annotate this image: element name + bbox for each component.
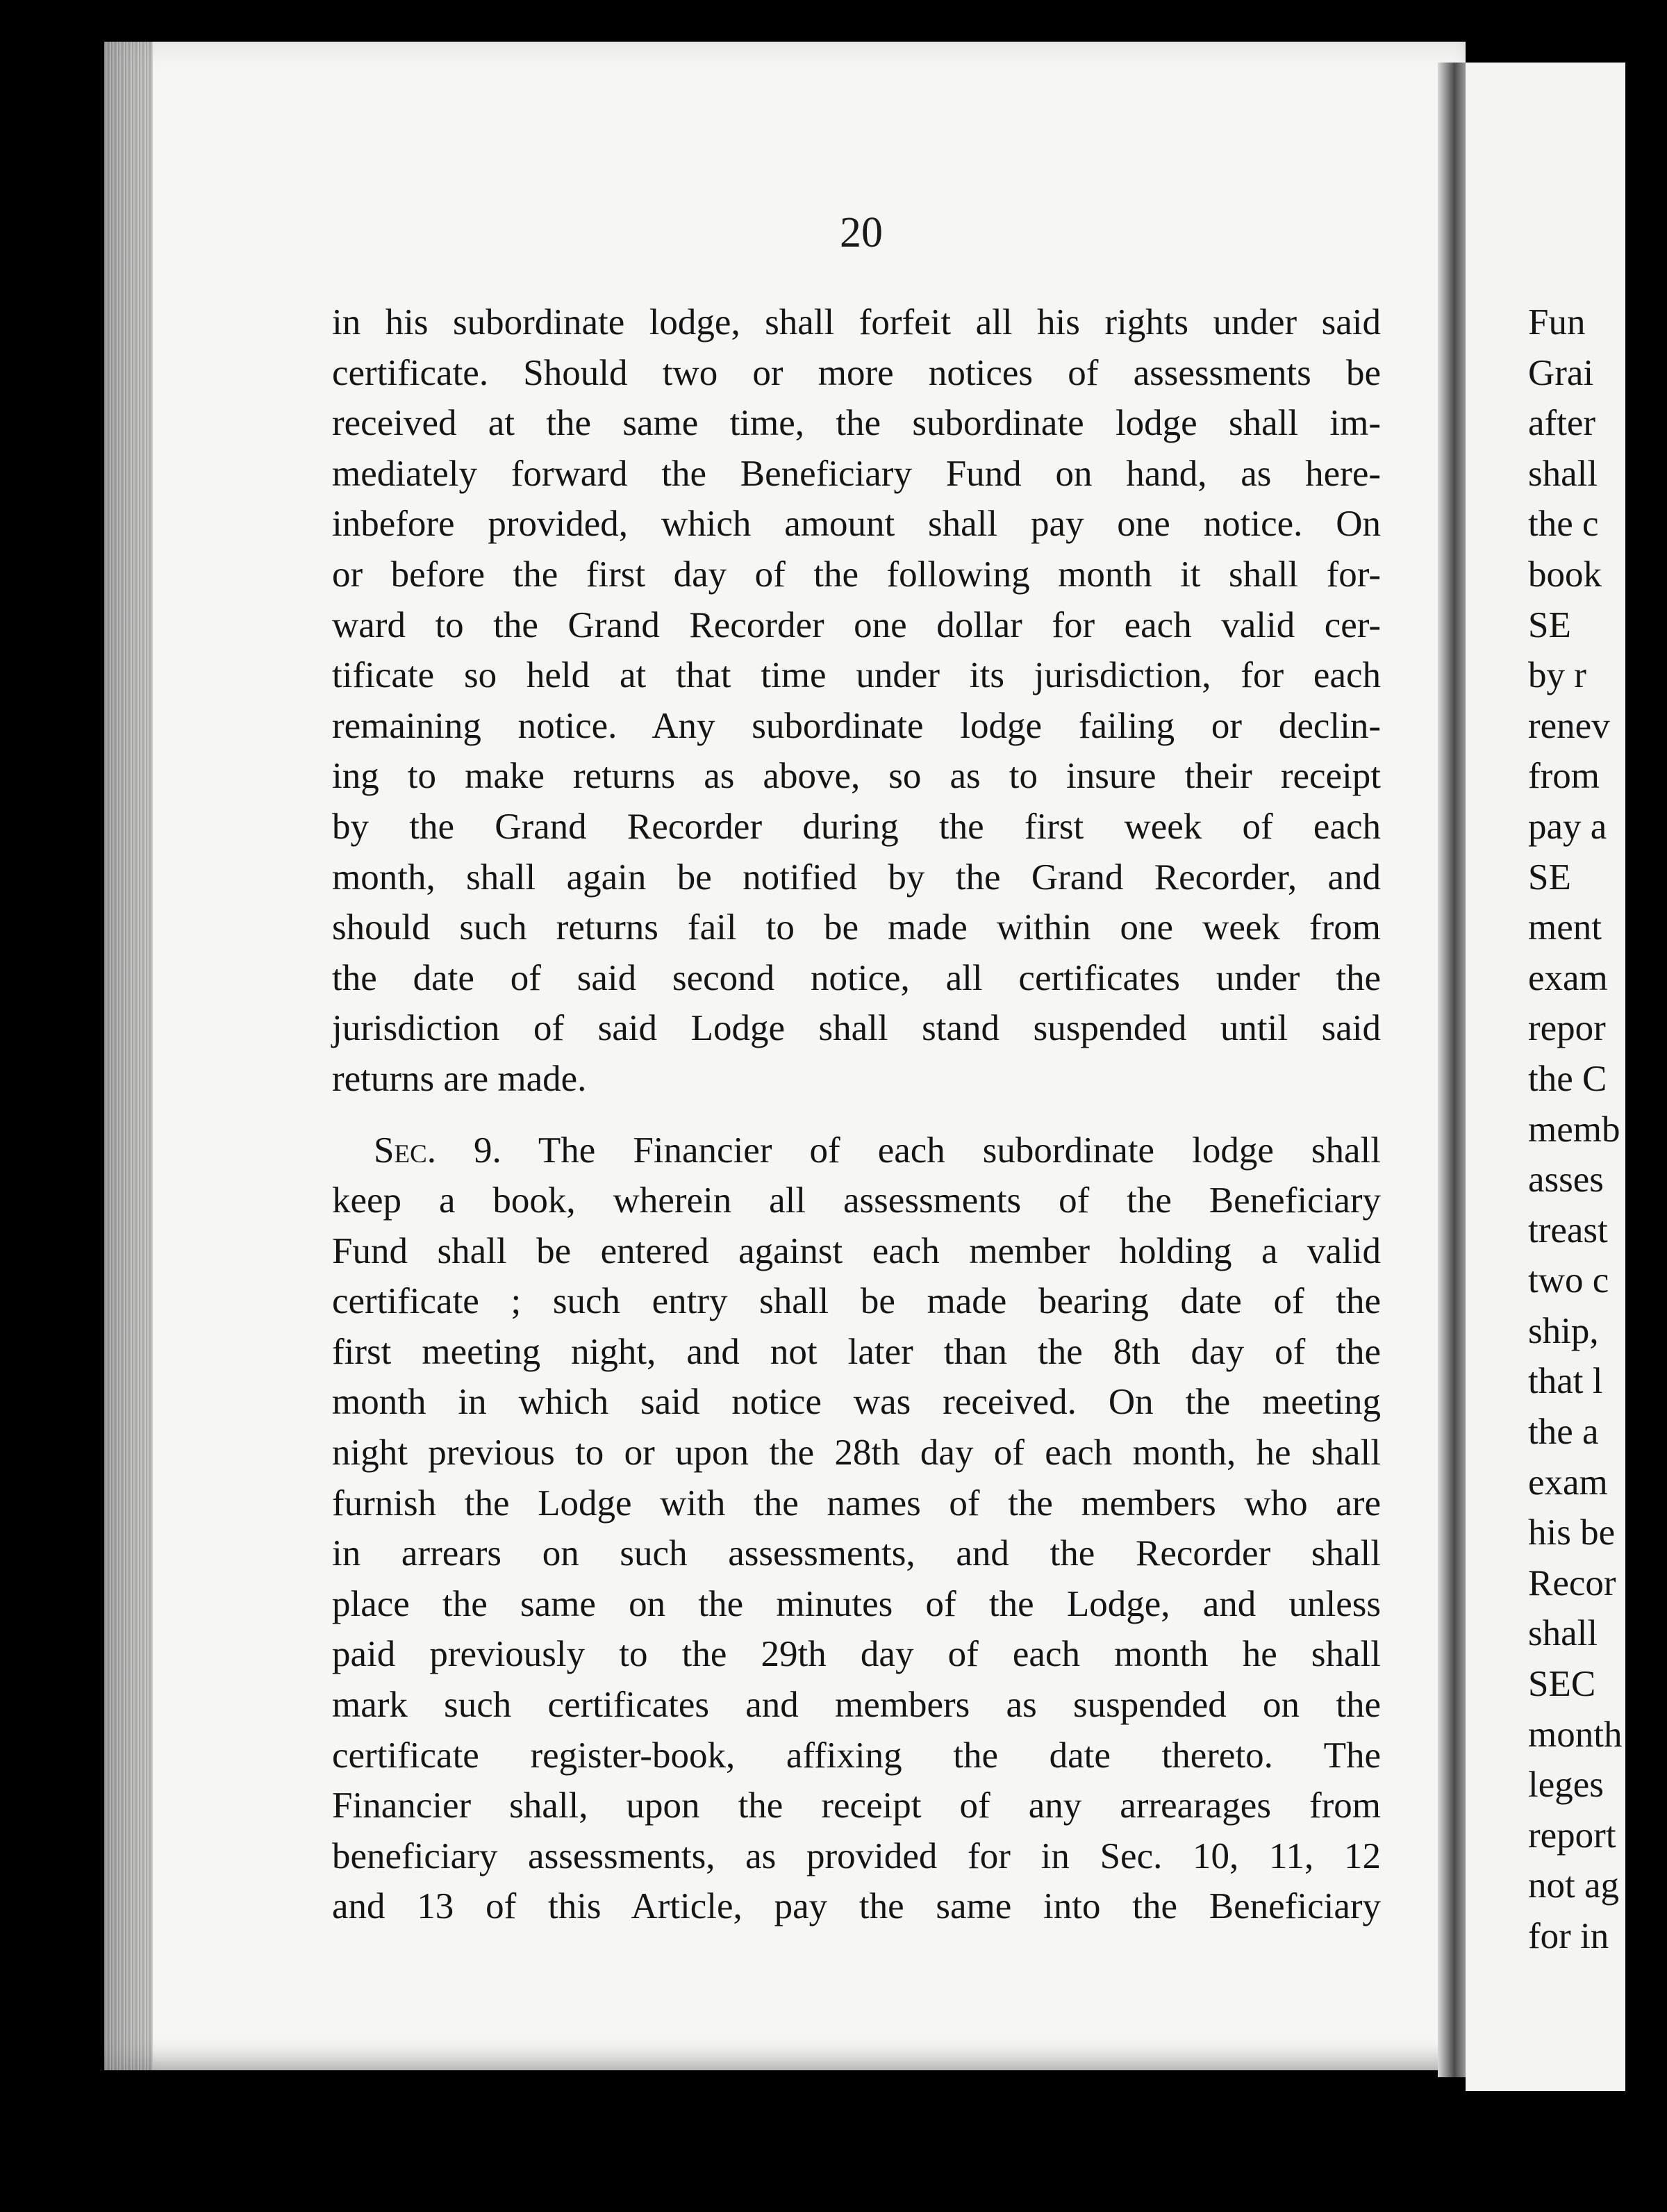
- fragment-line: two c: [1528, 1260, 1609, 1301]
- text-line: paid previously to the 29th day of each month he shall: [332, 1634, 1381, 1675]
- text-line: place the same on the minutes of the Lodge, and unless: [332, 1583, 1381, 1624]
- text-line: certificate ; such entry shall be made bearing date of the: [332, 1281, 1381, 1322]
- fragment-line: repor: [1528, 1008, 1606, 1049]
- fragment-line: SE: [1528, 857, 1571, 898]
- text-line: furnish the Lodge with the names of the members who are: [332, 1483, 1381, 1524]
- text-line: returns are made.: [332, 1058, 587, 1099]
- page-number: 20: [840, 209, 883, 256]
- fragment-line: Recor: [1528, 1562, 1616, 1603]
- fragment-line: exam: [1528, 1462, 1608, 1503]
- paragraph-gap: [332, 1105, 1381, 1125]
- text-line: the date of said second notice, all certificates under the: [332, 957, 1381, 998]
- text-line: should such returns fail to be made within one week from: [332, 907, 1381, 948]
- text-line: in arrears on such assessments, and the Recorder shall: [332, 1533, 1381, 1574]
- fragment-line: the a: [1528, 1412, 1599, 1453]
- text-line: certificate. Should two or more notices of assessments be: [332, 352, 1381, 393]
- section-first-line-text: The Financier of each subordinate lodge shall: [538, 1130, 1382, 1171]
- text-line: and 13 of this Article, pay the same into the Beneficiary: [332, 1886, 1381, 1927]
- text-line: or before the first day of the following month it shall for-: [332, 554, 1381, 595]
- text-line: Financier shall, upon the receipt of any arrearages from: [332, 1785, 1381, 1826]
- fragment-line: not ag: [1528, 1865, 1619, 1906]
- text-line: month in which said notice was received. On the meeting: [332, 1382, 1381, 1423]
- text-line: mark such certificates and members as suspended on the: [332, 1685, 1381, 1726]
- fragment-line: book: [1528, 554, 1602, 595]
- text-line: mediately forward the Beneficiary Fund on hand, as here-: [332, 453, 1381, 494]
- fragment-line: treast: [1528, 1210, 1608, 1251]
- text-line: inbefore provided, which amount shall pay one notice. On: [332, 504, 1381, 545]
- section-first-line: [332, 1125, 1381, 1176]
- text-line: in his subordinate lodge, shall forfeit all his rights under said: [332, 302, 1381, 342]
- text-line: received at the same time, the subordinate lodge shall im-: [332, 403, 1381, 444]
- fragment-line: Fun: [1528, 302, 1586, 342]
- fragment-line: the c: [1528, 504, 1599, 545]
- text-line: Fund shall be entered against each member holding a valid: [332, 1230, 1381, 1271]
- text-line: ing to make returns as above, so as to insure their receipt: [332, 756, 1381, 797]
- left-page-text: [332, 297, 1381, 1932]
- fragment-line: the C: [1528, 1058, 1607, 1099]
- fragment-line: ment: [1528, 907, 1602, 948]
- fragment-line: pay a: [1528, 806, 1607, 847]
- fragment-line: ship,: [1528, 1310, 1599, 1351]
- fragment-line: shall: [1528, 1613, 1598, 1654]
- text-line: keep a book, wherein all assessments of the Beneficiary: [332, 1180, 1381, 1221]
- fragment-line: for in: [1528, 1916, 1609, 1956]
- fragment-line: month: [1528, 1714, 1623, 1755]
- right-page-text: [1528, 297, 1667, 1962]
- section-heading: Sec. 9.: [374, 1130, 501, 1171]
- text-line: certificate register-book, affixing the date thereto. The: [332, 1735, 1381, 1776]
- fragment-line: SEC: [1528, 1664, 1596, 1705]
- fragment-line: his be: [1528, 1512, 1616, 1553]
- fragment-line: memb: [1528, 1109, 1620, 1150]
- fragment-line: SE: [1528, 604, 1571, 645]
- text-line: night previous to or upon the 28th day of each month, he shall: [332, 1433, 1381, 1474]
- fragment-line: after: [1528, 403, 1596, 444]
- text-line: first meeting night, and not later than the 8th day of the: [332, 1331, 1381, 1372]
- fragment-line: Grai: [1528, 352, 1594, 393]
- fragment-line: renev: [1528, 705, 1610, 746]
- fragment-line: asses: [1528, 1159, 1604, 1200]
- fragment-line: report: [1528, 1815, 1616, 1856]
- fragment-line: shall: [1528, 453, 1598, 494]
- fragment-line: by r: [1528, 655, 1586, 696]
- text-line: tificate so held at that time under its jurisdiction, for each: [332, 655, 1381, 696]
- page-gutter: [1438, 63, 1466, 2077]
- fragment-line: that l: [1528, 1361, 1603, 1402]
- text-line: by the Grand Recorder during the first week of each: [332, 806, 1381, 847]
- text-line: jurisdiction of said Lodge shall stand suspended until said: [332, 1008, 1381, 1049]
- fragment-line: from: [1528, 756, 1600, 797]
- fragment-line: leges: [1528, 1765, 1604, 1806]
- text-line: beneficiary assessments, as provided for in Sec. 10, 11, 12: [332, 1835, 1381, 1876]
- text-line: remaining notice. Any subordinate lodge failing or declin-: [332, 705, 1381, 746]
- text-line: month, shall again be notified by the Grand Recorder, and: [332, 857, 1381, 898]
- text-line: ward to the Grand Recorder one dollar for each valid cer-: [332, 604, 1381, 645]
- fragment-line: exam: [1528, 957, 1608, 998]
